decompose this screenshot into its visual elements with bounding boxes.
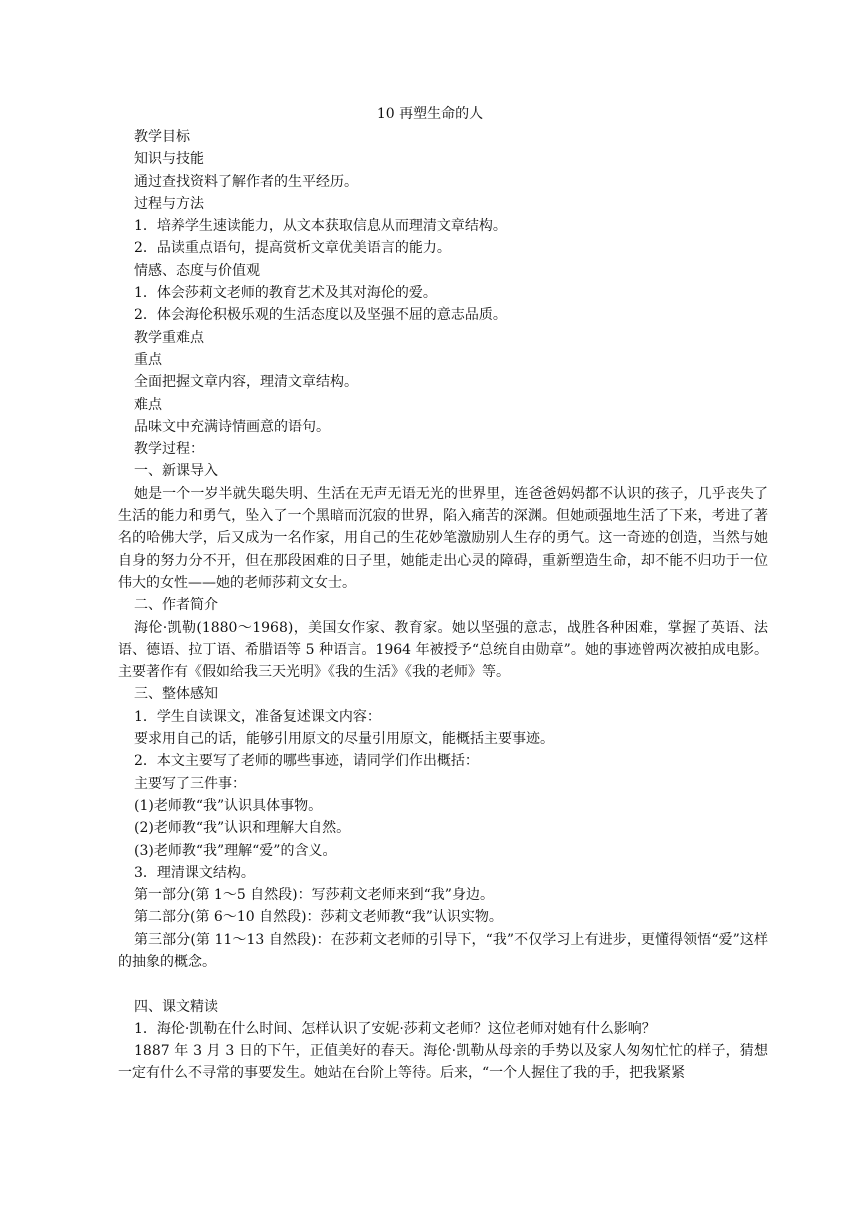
text-line: 全面把握文章内容，理清文章结构。: [134, 374, 358, 391]
text-line: 第一部分(第 1～5 自然段)：写莎莉文老师来到“我”身边。: [134, 887, 494, 904]
list-item: 2．品读重点语句，提高赏析文章优美语言的能力。: [134, 240, 451, 257]
list-item: 1．学生自读课文，准备复述课文内容：: [134, 708, 381, 725]
question-line: 1．海伦·凯勒在什么时间、怎样认识了安妮·莎莉文老师？这位老师对她有什么影响？: [134, 1020, 656, 1037]
list-item: (2)老师教“我”认识和理解大自然。: [134, 820, 351, 837]
paragraph-author: 海伦·凯勒(1880～1968)，美国女作家、教育家。她以坚强的意志，战胜各种困难，掌握了英语、法语、德语、拉丁语、希腊语等 5 种语言。1964 年被授予“总统自由勋章”。她的事迹曾两次被拍成电影。主要著作有《假如给我三天光明》《我的生活》《我的老师》等。: [118, 619, 768, 681]
subheading-difficulty: 难点: [134, 396, 162, 413]
list-item: 2．体会海伦积极乐观的生活态度以及坚强不屈的意志品质。: [134, 307, 507, 324]
list-item: 1．培养学生速读能力，从文本获取信息从而理清文章结构。: [134, 218, 507, 235]
list-item: 3．理清课文结构。: [134, 864, 255, 881]
subheading-knowledge: 知识与技能: [134, 151, 204, 168]
section-heading-intro: 一、新课导入: [134, 463, 218, 480]
list-item: (1)老师教“我”认识具体事物。: [134, 797, 323, 814]
text-line: 要求用自己的话，能够引用原文的尽量引用原文，能概括主要事迹。: [134, 731, 554, 748]
subheading-process: 过程与方法: [134, 195, 204, 212]
text-line: 通过查找资料了解作者的生平经历。: [134, 173, 358, 190]
section-heading-overview: 三、整体感知: [134, 686, 218, 703]
blank-line: [134, 973, 768, 995]
subheading-focus: 重点: [134, 351, 162, 368]
list-item: 2．本文主要写了老师的哪些事迹，请同学们作出概括：: [134, 753, 479, 770]
document-body: [118, 126, 768, 1085]
heading-key-points: 教学重难点: [134, 329, 204, 346]
section-heading-author: 二、作者简介: [134, 597, 218, 614]
list-item: (3)老师教“我”理解“爱”的含义。: [134, 842, 337, 859]
paragraph-answer: 1887 年 3 月 3 日的下午，正值美好的春天。海伦·凯勒从母亲的手势以及家人匆匆忙忙的样子，猜想一定有什么不寻常的事要发生。她站在台阶上等待。后来，“一个人握住了我的手，把我紧紧: [118, 1043, 768, 1082]
paragraph-part3: 第三部分(第 11～13 自然段)：在莎莉文老师的引导下，“我”不仅学习上有进步，更懂得领悟“爱”这样的抽象的概念。: [118, 931, 768, 970]
subheading-emotion: 情感、态度与价值观: [134, 262, 260, 279]
heading-process: 教学过程：: [134, 441, 204, 458]
heading-teaching-goals: 教学目标: [134, 129, 190, 145]
text-line: 品味文中充满诗情画意的语句。: [134, 418, 330, 435]
page-title: 10 再塑生命的人: [376, 106, 484, 122]
section-heading-close-reading: 四、课文精读: [134, 998, 218, 1015]
text-line: 第二部分(第 6～10 自然段)：莎莉文老师教“我”认识实物。: [134, 909, 503, 926]
list-item: 1．体会莎莉文老师的教育艺术及其对海伦的爱。: [134, 285, 437, 302]
text-line: 主要写了三件事：: [134, 775, 246, 792]
paragraph-intro: 她是一个一岁半就失聪失明、生活在无声无语无光的世界里，连爸爸妈妈都不认识的孩子，几乎丧失了生活的能力和勇气，坠入了一个黑暗而沉寂的世界，陷入痛苦的深渊。但她顽强地生活了下来，考进了著名的哈佛大学，后又成为一名作家，用自己的生花妙笔激励别人生存的勇气。这一奇迹的创造，当然与她自身的努力分不开，但在那段困难的日子里，她能走出心灵的障碍，重新塑造生命，却不能不归功于一位伟大的女性——她的老师莎莉文女士。: [118, 485, 768, 591]
